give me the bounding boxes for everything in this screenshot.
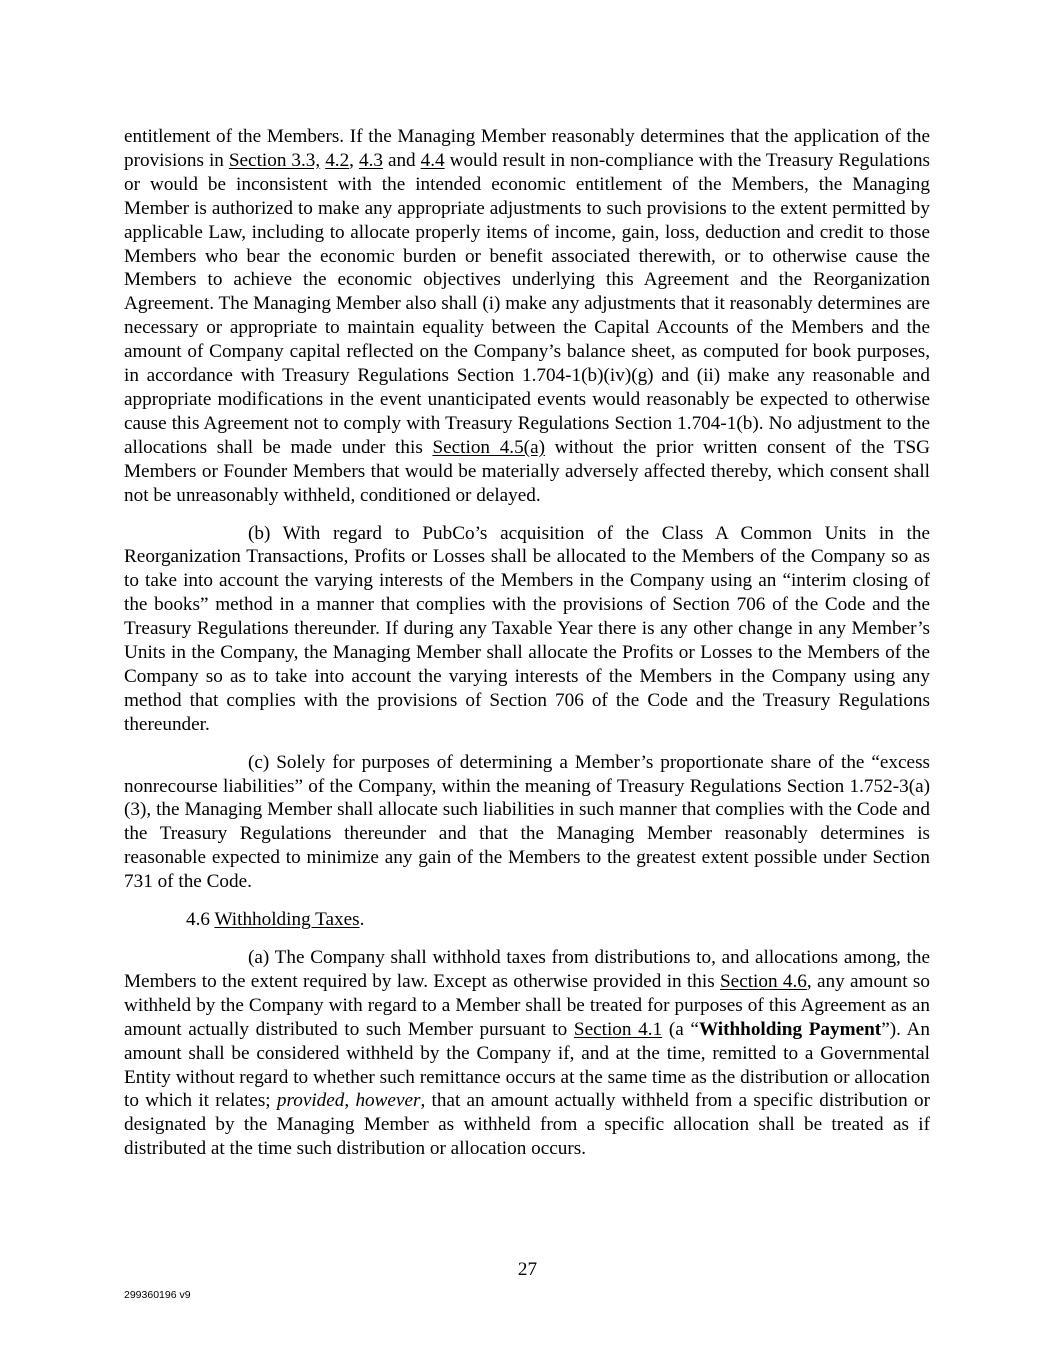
paragraph-c-nonrecourse-liabilities: (c) Solely for purposes of determining a Member’s proportionate share of the “excess nonrecourse liabilities” of the Company, within the meaning of Treasury Regulations Section 1.752-3(a)(3), the Managing Member shall allocate such liabilities in such manner that complies with the Code and the Treasury Regulations thereunder and that the Managing Member reasonably determines is reasonable expected to minimize any gain of the Members to the greatest extent possible under Section 731 of the Code. <box>124 751 930 893</box>
paragraph-b-interim-closing: (b) With regard to PubCo’s acquisition of the Class A Common Units in the Reorganization Transactions, Profits or Losses shall be allocated to the Members of the Company so as to take into account the varying interests of the Members in the Company using an “interim closing of the books” method in a manner that complies with the provisions of Section 706 of the Code and the Treasury Regulations thereunder. If during any Taxable Year there is any other change in any Member’s Units in the Company, the Managing Member shall allocate the Profits or Losses to the Members of the Company so as to take into account the varying interests of the Members in the Company using any method that complies with the provisions of Section 706 of the Code and the Treasury Regulations thereunder. <box>124 522 930 735</box>
page-number: 27 <box>517 1259 538 1280</box>
withholding-payment-term: Withholding Payment <box>698 1018 882 1040</box>
section-4-4-reference: 4.4 <box>420 149 445 171</box>
however-term: however <box>355 1090 421 1112</box>
section-4-3-reference: 4.3 <box>358 149 383 171</box>
section-4-2-reference: 4.2 <box>325 149 350 171</box>
section-heading-4-6: 4.6 Withholding Taxes. <box>186 909 365 931</box>
section-4-1-reference: Section 4.1 <box>573 1018 663 1040</box>
section-4-6-reference: Section 4.6 <box>720 970 807 992</box>
provided-term: provided <box>276 1090 345 1112</box>
section-3-3-reference: Section 3.3, <box>228 149 321 171</box>
paragraph-allocation-adjustments: entitlement of the Members. If the Managing Member reasonably determines that the application of the provisions in Section 3.3, 4.2, 4.3 and 4.4 would result in non-compliance with the Treasury Regulations or would be inconsistent with the intended economic entitlement of the Members, the Managing Member is authorized to make any appropriate adjustments to such provisions to the extent permitted by applicable Law, including to allocate properly items of income, gain, loss, deduction and credit to those Members who bear the economic burden or benefit associated therewith, or to otherwise cause the Members to achieve the economic objectives underlying this Agreement and the Reorganization Agreement. The Managing Member also shall (i) make any adjustments that it reasonably determines are necessary or appropriate to maintain equality between the Capital Accounts of the Members and the amount of Company capital reflected on the Company’s balance sheet, as computed for book purposes, in accordance with Treasury Regulations Section 1.704-1(b)(iv)(g) and (ii) make any reasonable and appropriate modifications in the event unanticipated events would reasonably be expected to otherwise cause this Agreement not to comply with Treasury Regulations Section 1.704-1(b). No adjustment to the allocations shall be made under this Section 4.5(a) without the prior written consent of the TSG Members or Founder Members that would be materially adversely affected thereby, which consent shall not be unreasonably withheld, conditioned or delayed. <box>124 126 931 506</box>
document-id: 299360196 v9 <box>124 1289 191 1301</box>
withholding-taxes-title: Withholding Taxes <box>214 909 360 931</box>
body-text <box>124 125 930 1161</box>
paragraph-a-withholding: (a) The Company shall withhold taxes from distributions to, and allocations among, the Members to the extent required by law. Except as otherwise provided in this Section 4.6, any amount so withheld by the Company with regard to a Member shall be treated for purposes of this Agreement as an amount actually distributed to such Member pursuant to Section 4.1 (a “Withholding Payment”). An amount shall be considered withheld by the Company if, and at the time, remitted to a Governmental Entity without regard to whether such remittance occurs at the same time as the distribution or allocation to which it relates; provided, however, that an amount actually withheld from a specific distribution or designated by the Managing Member as withheld from a specific allocation shall be treated as if distributed at the time such distribution or allocation occurs. <box>124 947 930 1160</box>
section-4-5a-reference: Section 4.5(a) <box>432 436 545 458</box>
